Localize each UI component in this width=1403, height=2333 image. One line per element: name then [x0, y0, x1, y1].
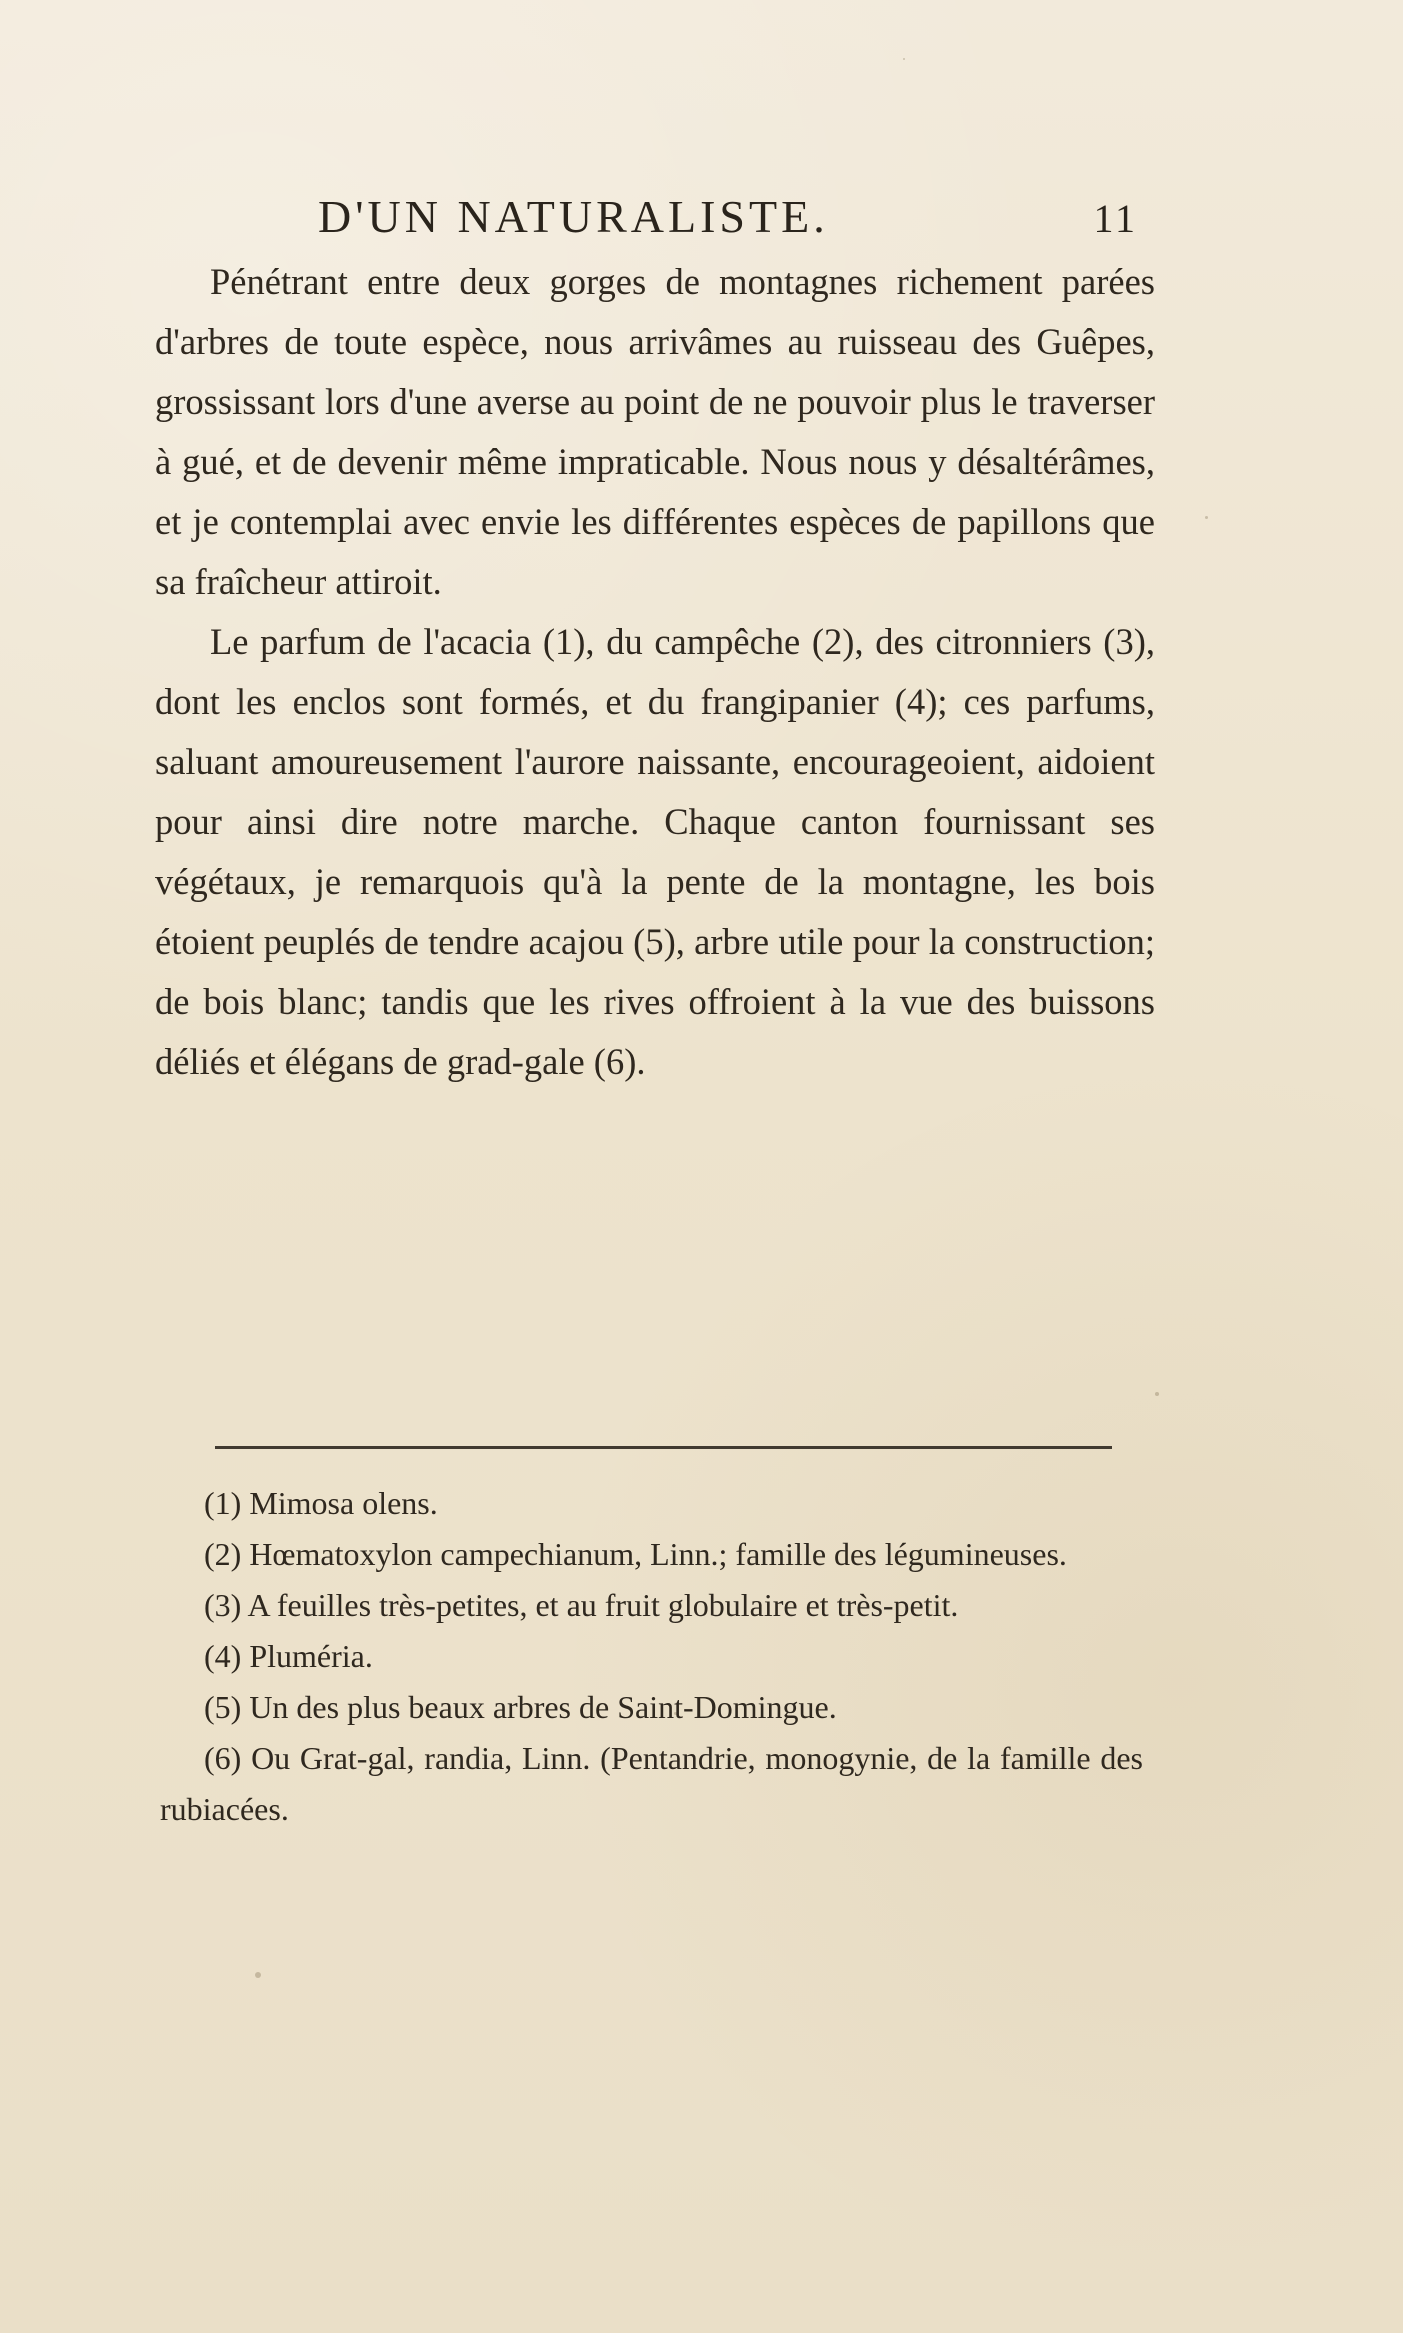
running-title: D'UN NATURALISTE. — [318, 191, 829, 242]
paper-speckle — [1205, 516, 1208, 519]
main-text — [155, 252, 1155, 1092]
footnote-2: (2) Hœmatoxylon campechianum, Linn.; famille des légumineuses. — [204, 1536, 1067, 1572]
footnote-1: (1) Mimosa olens. — [204, 1485, 438, 1521]
footnote-6: (6) Ou Grat-gal, randia, Linn. (Pentandrie, monogynie, de la famille des rubiacées. — [160, 1740, 1143, 1827]
paper-speckle — [1155, 1392, 1159, 1396]
paragraph-1: Pénétrant entre deux gorges de montagnes richement parées d'arbres de toute espèce, nous arrivâmes au ruisseau des Guêpes, grossissant lors d'une averse au point de ne pouvoir plus le traverser à gué, et de devenir même impraticable. Nous nous y désaltérâmes, et je contemplai avec envie les différentes espèces de papillons que sa fraîcheur attiroit. — [155, 261, 1155, 602]
page-number: 11 — [1093, 196, 1138, 241]
paper-speckle — [903, 58, 905, 60]
paper-speckle — [255, 1972, 261, 1978]
footnote-5: (5) Un des plus beaux arbres de Saint-Domingue. — [204, 1689, 837, 1725]
paragraph-2: Le parfum de l'acacia (1), du campêche (2), des citronniers (3), dont les enclos sont formés, et du frangipanier (4); ces parfums, saluant amoureusement l'aurore naissante, encourageoient, aidoient pour ainsi dire notre marche. Chaque canton fournissant ses végétaux, je remarquois qu'à la pente de la montagne, les bois étoient peuplés de tendre acajou (5), arbre utile pour la construction; de bois blanc; tandis que les rives offroient à la vue des buissons déliés et élégans de grad-gale (6). — [155, 621, 1155, 1082]
footnote-3: (3) A feuilles très-petites, et au fruit globulaire et très-petit. — [204, 1587, 959, 1623]
footnote-rule — [215, 1446, 1112, 1449]
footnote-4: (4) Pluméria. — [204, 1638, 373, 1674]
footnotes — [160, 1478, 1143, 1835]
running-head — [318, 190, 1138, 250]
